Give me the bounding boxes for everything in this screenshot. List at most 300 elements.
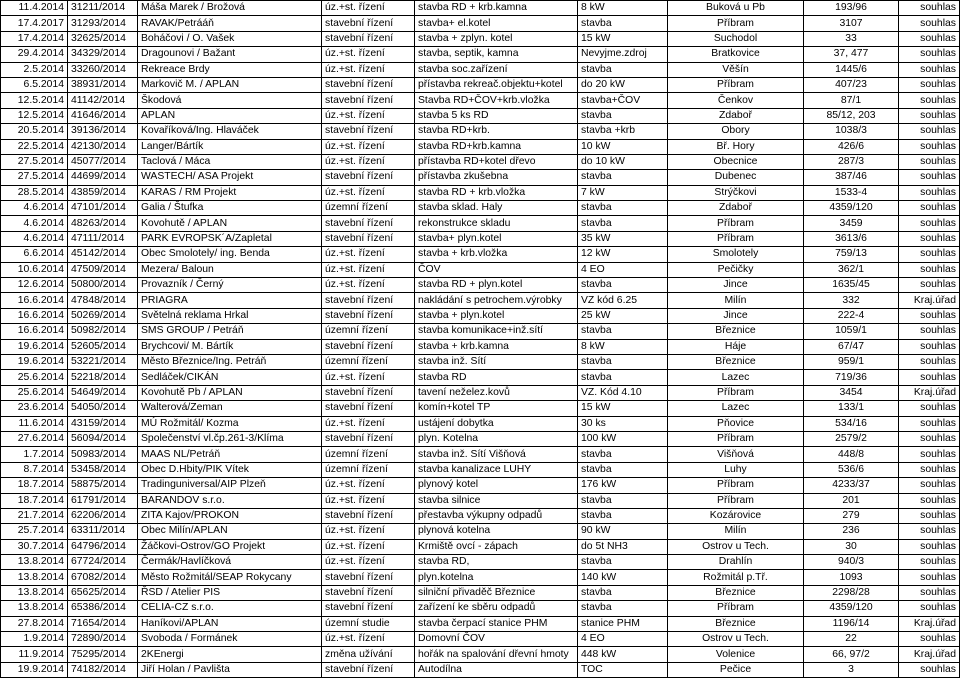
- applicant-cell: Kovohutě / APLAN: [138, 216, 322, 231]
- locality-cell: Pečičky: [668, 262, 804, 277]
- table-row: [1, 1, 960, 16]
- procedure-cell: stavební řízení: [322, 77, 415, 92]
- date-cell: 11.9.2014: [1, 647, 68, 662]
- ref-number-cell: 71654/2014: [68, 616, 138, 631]
- table-row: [1, 308, 960, 323]
- parcel-cell: 33: [804, 31, 899, 46]
- applicant-cell: Světelná reklama Hrkal: [138, 308, 322, 323]
- status-cell: souhlas: [899, 431, 960, 446]
- table-row: [1, 31, 960, 46]
- status-cell: souhlas: [899, 324, 960, 339]
- applicant-cell: MÚ Rožmitál/ Kozma: [138, 416, 322, 431]
- applicant-cell: Markovič M. / APLAN: [138, 77, 322, 92]
- subject-cell: ČOV: [415, 262, 578, 277]
- applicant-cell: Sedláček/CIKÁN: [138, 370, 322, 385]
- ref-number-cell: 45077/2014: [68, 154, 138, 169]
- table-row: [1, 247, 960, 262]
- ref-number-cell: 50983/2014: [68, 447, 138, 462]
- date-cell: 4.6.2014: [1, 201, 68, 216]
- date-cell: 22.5.2014: [1, 139, 68, 154]
- table-row: [1, 478, 960, 493]
- parcel-cell: 3454: [804, 385, 899, 400]
- date-cell: 17.4.2017: [1, 16, 68, 31]
- capacity-cell: 8 kW: [578, 1, 668, 16]
- status-cell: souhlas: [899, 47, 960, 62]
- subject-cell: stavba silnice: [415, 493, 578, 508]
- applicant-cell: Město Březnice/Ing. Petráň: [138, 354, 322, 369]
- table-row: [1, 108, 960, 123]
- status-cell: souhlas: [899, 216, 960, 231]
- table-row: [1, 401, 960, 416]
- capacity-cell: stavba +krb: [578, 124, 668, 139]
- applicant-cell: PRIAGRA: [138, 293, 322, 308]
- subject-cell: stavba RD + plyn.kotel: [415, 278, 578, 293]
- locality-cell: Milín: [668, 293, 804, 308]
- locality-cell: Háje: [668, 339, 804, 354]
- table-row: [1, 339, 960, 354]
- table-row: [1, 185, 960, 200]
- applicant-cell: MAAS NL/Petráň: [138, 447, 322, 462]
- ref-number-cell: 63311/2014: [68, 524, 138, 539]
- date-cell: 27.5.2014: [1, 170, 68, 185]
- parcel-cell: 959/1: [804, 354, 899, 369]
- status-cell: souhlas: [899, 278, 960, 293]
- parcel-cell: 1635/45: [804, 278, 899, 293]
- status-cell: souhlas: [899, 16, 960, 31]
- date-cell: 27.6.2014: [1, 431, 68, 446]
- status-cell: souhlas: [899, 262, 960, 277]
- applicant-cell: Taclová / Máca: [138, 154, 322, 169]
- ref-number-cell: 72890/2014: [68, 632, 138, 647]
- capacity-cell: TOC: [578, 662, 668, 677]
- table-row: [1, 216, 960, 231]
- procedure-cell: úz.+st. řízení: [322, 262, 415, 277]
- ref-number-cell: 42130/2014: [68, 139, 138, 154]
- locality-cell: Příbram: [668, 478, 804, 493]
- subject-cell: stavba 5 ks RD: [415, 108, 578, 123]
- locality-cell: Bratkovice: [668, 47, 804, 62]
- procedure-cell: úz.+st. řízení: [322, 185, 415, 200]
- capacity-cell: stavba: [578, 278, 668, 293]
- procedure-cell: stavební řízení: [322, 385, 415, 400]
- applicant-cell: Tradinguniversal/AIP Plzeň: [138, 478, 322, 493]
- ref-number-cell: 54649/2014: [68, 385, 138, 400]
- capacity-cell: Nevyjme.zdroj: [578, 47, 668, 62]
- ref-number-cell: 50800/2014: [68, 278, 138, 293]
- status-cell: souhlas: [899, 539, 960, 554]
- status-cell: souhlas: [899, 308, 960, 323]
- locality-cell: Příbram: [668, 231, 804, 246]
- procedure-cell: úz.+st. řízení: [322, 632, 415, 647]
- ref-number-cell: 52218/2014: [68, 370, 138, 385]
- ref-number-cell: 58875/2014: [68, 478, 138, 493]
- date-cell: 19.6.2014: [1, 354, 68, 369]
- subject-cell: rekonstrukce skladu: [415, 216, 578, 231]
- parcel-cell: 362/1: [804, 262, 899, 277]
- procedure-cell: stavební řízení: [322, 308, 415, 323]
- subject-cell: stavba RD,: [415, 555, 578, 570]
- procedure-cell: úz.+st. řízení: [322, 555, 415, 570]
- capacity-cell: stavba: [578, 508, 668, 523]
- table-row: [1, 370, 960, 385]
- parcel-cell: 2579/2: [804, 431, 899, 446]
- capacity-cell: 15 kW: [578, 401, 668, 416]
- date-cell: 25.6.2014: [1, 370, 68, 385]
- parcel-cell: 3107: [804, 16, 899, 31]
- applicant-cell: Máša Marek / Brožová: [138, 1, 322, 16]
- ref-number-cell: 67724/2014: [68, 555, 138, 570]
- applicant-cell: ZITA Kajov/PROKON: [138, 508, 322, 523]
- table-row: [1, 170, 960, 185]
- subject-cell: stavba inž. Sítí: [415, 354, 578, 369]
- procedure-cell: úz.+st. řízení: [322, 139, 415, 154]
- applicant-cell: BARANDOV s.r.o.: [138, 493, 322, 508]
- procedure-cell: stavební řízení: [322, 431, 415, 446]
- applicant-cell: Walterová/Zeman: [138, 401, 322, 416]
- table-row: [1, 324, 960, 339]
- applicant-cell: Čermák/Havlíčková: [138, 555, 322, 570]
- table-row: [1, 16, 960, 31]
- ref-number-cell: 39136/2014: [68, 124, 138, 139]
- parcel-cell: 3459: [804, 216, 899, 231]
- subject-cell: komín+kotel TP: [415, 401, 578, 416]
- parcel-cell: 30: [804, 539, 899, 554]
- capacity-cell: 176 kW: [578, 478, 668, 493]
- procedure-cell: úz.+st. řízení: [322, 154, 415, 169]
- parcel-cell: 1445/6: [804, 62, 899, 77]
- parcel-cell: 534/16: [804, 416, 899, 431]
- capacity-cell: stavba: [578, 585, 668, 600]
- locality-cell: Čenkov: [668, 93, 804, 108]
- capacity-cell: 8 kW: [578, 339, 668, 354]
- capacity-cell: 15 kW: [578, 31, 668, 46]
- date-cell: 23.6.2014: [1, 401, 68, 416]
- locality-cell: Strýčkovi: [668, 185, 804, 200]
- subject-cell: stavba inž. Sítí Višňová: [415, 447, 578, 462]
- applicant-cell: SMS GROUP / Petráň: [138, 324, 322, 339]
- locality-cell: Březnice: [668, 616, 804, 631]
- ref-number-cell: 47509/2014: [68, 262, 138, 277]
- applicant-cell: Kovaříková/Ing. Hlaváček: [138, 124, 322, 139]
- parcel-cell: 1038/3: [804, 124, 899, 139]
- status-cell: souhlas: [899, 77, 960, 92]
- procedure-cell: územní řízení: [322, 201, 415, 216]
- table-row: [1, 354, 960, 369]
- parcel-cell: 387/46: [804, 170, 899, 185]
- status-cell: souhlas: [899, 170, 960, 185]
- applicant-cell: Rekreace Brdy: [138, 62, 322, 77]
- capacity-cell: stavba: [578, 16, 668, 31]
- locality-cell: Jince: [668, 308, 804, 323]
- ref-number-cell: 31293/2014: [68, 16, 138, 31]
- locality-cell: Březnice: [668, 324, 804, 339]
- table-row: [1, 647, 960, 662]
- subject-cell: stavba+ el.kotel: [415, 16, 578, 31]
- ref-number-cell: 44699/2014: [68, 170, 138, 185]
- capacity-cell: do 20 kW: [578, 77, 668, 92]
- ref-number-cell: 45142/2014: [68, 247, 138, 262]
- ref-number-cell: 67082/2014: [68, 570, 138, 585]
- subject-cell: stavba + krb.vložka: [415, 247, 578, 262]
- procedure-cell: úz.+st. řízení: [322, 478, 415, 493]
- locality-cell: Příbram: [668, 601, 804, 616]
- procedure-cell: územní řízení: [322, 447, 415, 462]
- table-row: [1, 293, 960, 308]
- locality-cell: Luhy: [668, 462, 804, 477]
- applicant-cell: Obec Smolotely/ ing. Benda: [138, 247, 322, 262]
- subject-cell: přístavba RD+kotel dřevo: [415, 154, 578, 169]
- table-row: [1, 555, 960, 570]
- capacity-cell: 90 kW: [578, 524, 668, 539]
- status-cell: souhlas: [899, 632, 960, 647]
- date-cell: 1.7.2014: [1, 447, 68, 462]
- subject-cell: stavba+ plyn.kotel: [415, 231, 578, 246]
- locality-cell: Dubenec: [668, 170, 804, 185]
- procedure-cell: územní řízení: [322, 354, 415, 369]
- status-cell: souhlas: [899, 124, 960, 139]
- table-row: [1, 154, 960, 169]
- ref-number-cell: 41646/2014: [68, 108, 138, 123]
- capacity-cell: VZ. Kód 4.10: [578, 385, 668, 400]
- applicant-cell: APLAN: [138, 108, 322, 123]
- subject-cell: stavba + krb.kamna: [415, 339, 578, 354]
- date-cell: 12.6.2014: [1, 278, 68, 293]
- ref-number-cell: 48263/2014: [68, 216, 138, 231]
- status-cell: souhlas: [899, 416, 960, 431]
- locality-cell: Zdaboř: [668, 201, 804, 216]
- status-cell: souhlas: [899, 185, 960, 200]
- parcel-cell: 1059/1: [804, 324, 899, 339]
- table-row: [1, 231, 960, 246]
- date-cell: 8.7.2014: [1, 462, 68, 477]
- subject-cell: stavba RD: [415, 370, 578, 385]
- capacity-cell: 35 kW: [578, 231, 668, 246]
- parcel-cell: 940/3: [804, 555, 899, 570]
- locality-cell: Ostrov u Tech.: [668, 539, 804, 554]
- date-cell: 28.5.2014: [1, 185, 68, 200]
- status-cell: souhlas: [899, 447, 960, 462]
- status-cell: souhlas: [899, 231, 960, 246]
- date-cell: 4.6.2014: [1, 216, 68, 231]
- table-row: [1, 124, 960, 139]
- capacity-cell: stavba: [578, 493, 668, 508]
- status-cell: souhlas: [899, 93, 960, 108]
- parcel-cell: 236: [804, 524, 899, 539]
- applicant-cell: Langer/Bártík: [138, 139, 322, 154]
- procedure-cell: úz.+st. řízení: [322, 416, 415, 431]
- procedure-cell: stavební řízení: [322, 662, 415, 677]
- applicant-cell: Mezera/ Baloun: [138, 262, 322, 277]
- capacity-cell: stanice PHM: [578, 616, 668, 631]
- ref-number-cell: 53458/2014: [68, 462, 138, 477]
- date-cell: 21.7.2014: [1, 508, 68, 523]
- applicant-cell: ŘSD / Atelier PIS: [138, 585, 322, 600]
- table-row: [1, 47, 960, 62]
- locality-cell: Březnice: [668, 585, 804, 600]
- date-cell: 1.9.2014: [1, 632, 68, 647]
- date-cell: 25.6.2014: [1, 385, 68, 400]
- locality-cell: Pečice: [668, 662, 804, 677]
- date-cell: 13.8.2014: [1, 570, 68, 585]
- applicant-cell: PARK EVROPSK´A/Zapletal: [138, 231, 322, 246]
- subject-cell: přestavba výkupny odpadů: [415, 508, 578, 523]
- procedure-cell: úz.+st. řízení: [322, 370, 415, 385]
- date-cell: 4.6.2014: [1, 231, 68, 246]
- parcel-cell: 3613/6: [804, 231, 899, 246]
- parcel-cell: 37, 477: [804, 47, 899, 62]
- applicant-cell: Dragounovi / Bažant: [138, 47, 322, 62]
- status-cell: souhlas: [899, 493, 960, 508]
- ref-number-cell: 74182/2014: [68, 662, 138, 677]
- status-cell: souhlas: [899, 247, 960, 262]
- subject-cell: zařízení ke sběru odpadů: [415, 601, 578, 616]
- ref-number-cell: 54050/2014: [68, 401, 138, 416]
- capacity-cell: stavba: [578, 555, 668, 570]
- table-row: [1, 585, 960, 600]
- applicant-cell: Obec D.Hbity/PIK Vítek: [138, 462, 322, 477]
- status-cell: souhlas: [899, 31, 960, 46]
- locality-cell: Příbram: [668, 385, 804, 400]
- status-cell: Kraj.úřad: [899, 616, 960, 631]
- ref-number-cell: 75295/2014: [68, 647, 138, 662]
- capacity-cell: do 5t NH3: [578, 539, 668, 554]
- table-row: [1, 385, 960, 400]
- applicant-cell: 2KEnergi: [138, 647, 322, 662]
- parcel-cell: 407/23: [804, 77, 899, 92]
- ref-number-cell: 50269/2014: [68, 308, 138, 323]
- subject-cell: stavba RD+krb.: [415, 124, 578, 139]
- table-row: [1, 416, 960, 431]
- capacity-cell: stavba: [578, 62, 668, 77]
- subject-cell: stavba + plyn.kotel: [415, 308, 578, 323]
- capacity-cell: stavba: [578, 170, 668, 185]
- locality-cell: Pňovice: [668, 416, 804, 431]
- procedure-cell: územní studie: [322, 616, 415, 631]
- table-row: [1, 447, 960, 462]
- locality-cell: Lazec: [668, 370, 804, 385]
- date-cell: 25.7.2014: [1, 524, 68, 539]
- table-row: [1, 632, 960, 647]
- parcel-cell: 85/12, 203: [804, 108, 899, 123]
- procedure-cell: stavební řízení: [322, 124, 415, 139]
- ref-number-cell: 47101/2014: [68, 201, 138, 216]
- date-cell: 6.6.2014: [1, 247, 68, 262]
- locality-cell: Kozárovice: [668, 508, 804, 523]
- parcel-cell: 279: [804, 508, 899, 523]
- locality-cell: Bř. Hory: [668, 139, 804, 154]
- date-cell: 27.5.2014: [1, 154, 68, 169]
- procedure-cell: stavební řízení: [322, 601, 415, 616]
- subject-cell: stavba kanalizace LUHY: [415, 462, 578, 477]
- capacity-cell: 25 kW: [578, 308, 668, 323]
- procedure-cell: úz.+st. řízení: [322, 62, 415, 77]
- applicant-cell: CELIA-CZ s.r.o.: [138, 601, 322, 616]
- capacity-cell: 100 kW: [578, 431, 668, 446]
- parcel-cell: 193/96: [804, 1, 899, 16]
- procedure-cell: stavební řízení: [322, 401, 415, 416]
- capacity-cell: 4 EO: [578, 632, 668, 647]
- table-row: [1, 508, 960, 523]
- table-row: [1, 93, 960, 108]
- parcel-cell: 66, 97/2: [804, 647, 899, 662]
- date-cell: 18.7.2014: [1, 478, 68, 493]
- procedure-cell: úz.+st. řízení: [322, 1, 415, 16]
- procedure-cell: územní řízení: [322, 324, 415, 339]
- ref-number-cell: 52605/2014: [68, 339, 138, 354]
- applicant-cell: Haníkovi/APLAN: [138, 616, 322, 631]
- subject-cell: přístavba rekreač.objektu+kotel: [415, 77, 578, 92]
- locality-cell: Obecnice: [668, 154, 804, 169]
- status-cell: souhlas: [899, 601, 960, 616]
- status-cell: souhlas: [899, 62, 960, 77]
- parcel-cell: 759/13: [804, 247, 899, 262]
- applicant-cell: Boháčovi / O. Vašek: [138, 31, 322, 46]
- status-cell: souhlas: [899, 370, 960, 385]
- date-cell: 10.6.2014: [1, 262, 68, 277]
- date-cell: 27.8.2014: [1, 616, 68, 631]
- parcel-cell: 67/47: [804, 339, 899, 354]
- date-cell: 2.5.2014: [1, 62, 68, 77]
- parcel-cell: 4359/120: [804, 601, 899, 616]
- subject-cell: stavba soc.zařízení: [415, 62, 578, 77]
- applicant-cell: Jiří Holan / Pavlišta: [138, 662, 322, 677]
- applicant-cell: Obec Milín/APLAN: [138, 524, 322, 539]
- parcel-cell: 201: [804, 493, 899, 508]
- locality-cell: Zdaboř: [668, 108, 804, 123]
- date-cell: 6.5.2014: [1, 77, 68, 92]
- capacity-cell: stavba: [578, 324, 668, 339]
- locality-cell: Jince: [668, 278, 804, 293]
- subject-cell: nakládání s petrochem.výrobky: [415, 293, 578, 308]
- procedure-cell: územní řízení: [322, 462, 415, 477]
- parcel-cell: 536/6: [804, 462, 899, 477]
- procedure-cell: úz.+st. řízení: [322, 524, 415, 539]
- date-cell: 13.8.2014: [1, 585, 68, 600]
- table-row: [1, 278, 960, 293]
- status-cell: souhlas: [899, 1, 960, 16]
- parcel-cell: 719/36: [804, 370, 899, 385]
- ref-number-cell: 56094/2014: [68, 431, 138, 446]
- ref-number-cell: 65625/2014: [68, 585, 138, 600]
- procedure-cell: úz.+st. řízení: [322, 539, 415, 554]
- procedure-cell: stavební řízení: [322, 216, 415, 231]
- procedure-cell: úz.+st. řízení: [322, 278, 415, 293]
- table-row: [1, 62, 960, 77]
- applicant-cell: WASTECH/ ASA Projekt: [138, 170, 322, 185]
- ref-number-cell: 47848/2014: [68, 293, 138, 308]
- parcel-cell: 87/1: [804, 93, 899, 108]
- parcel-cell: 1093: [804, 570, 899, 585]
- date-cell: 16.6.2014: [1, 324, 68, 339]
- capacity-cell: 10 kW: [578, 139, 668, 154]
- date-cell: 12.5.2014: [1, 108, 68, 123]
- locality-cell: Buková u Pb: [668, 1, 804, 16]
- date-cell: 12.5.2014: [1, 93, 68, 108]
- capacity-cell: stavba: [578, 216, 668, 231]
- status-cell: souhlas: [899, 401, 960, 416]
- subject-cell: ustájení dobytka: [415, 416, 578, 431]
- table-row: [1, 139, 960, 154]
- procedure-cell: stavební řízení: [322, 31, 415, 46]
- subject-cell: Domovní ČOV: [415, 632, 578, 647]
- capacity-cell: stavba: [578, 201, 668, 216]
- capacity-cell: stavba: [578, 370, 668, 385]
- table-row: [1, 77, 960, 92]
- applicant-cell: Brychcovi/ M. Bártík: [138, 339, 322, 354]
- status-cell: souhlas: [899, 508, 960, 523]
- locality-cell: Volenice: [668, 647, 804, 662]
- applicant-cell: Kovohutě Pb / APLAN: [138, 385, 322, 400]
